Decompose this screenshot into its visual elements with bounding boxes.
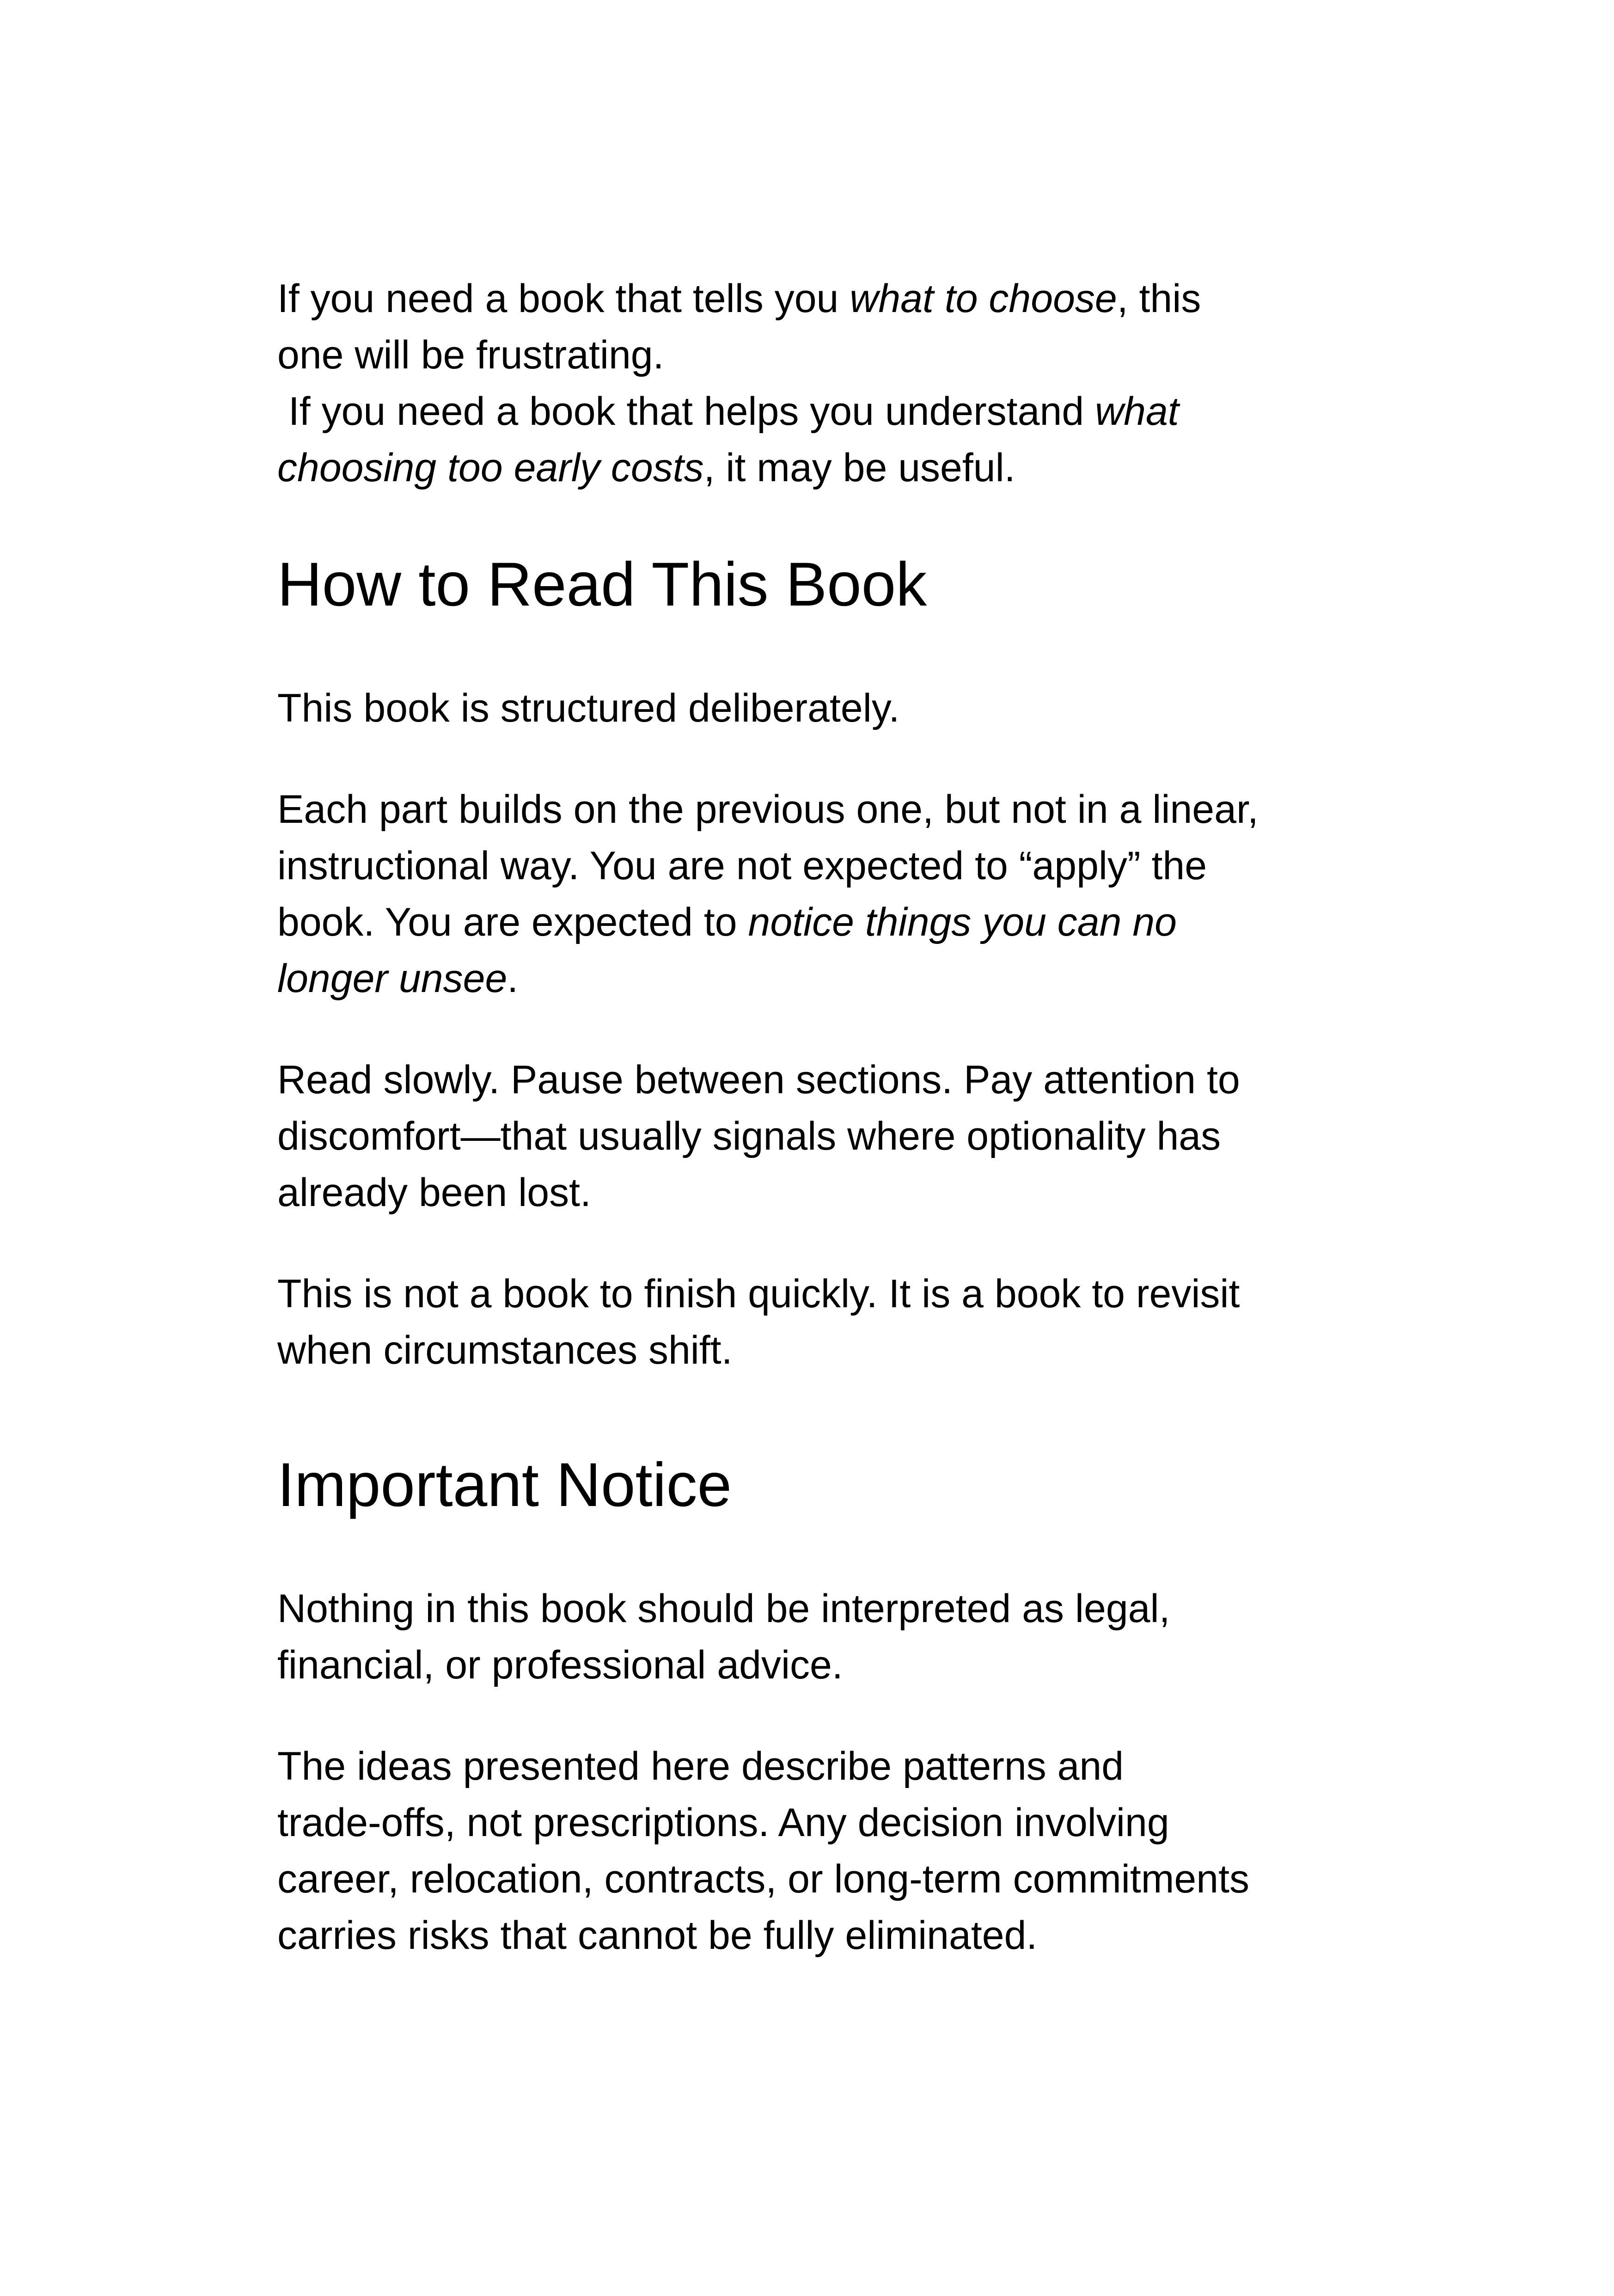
paragraph-line: This is not a book to finish quickly. It is a book to revisit [277,1272,1240,1316]
paragraph-line: This book is structured deliberately. [277,686,900,730]
how-to-read-paragraph-2 [277,781,1350,1007]
intro-line-3 [277,383,1350,440]
intro-line-1 [277,270,1350,327]
paragraph-line: discomfort—that usually signals where optionality has [277,1114,1221,1158]
paragraph-line [277,894,1350,950]
paragraph-line: financial, or professional advice. [277,1643,843,1687]
how-to-read-paragraph-4 [277,1266,1350,1378]
notice-paragraph-2 [277,1738,1350,1964]
paragraph-line [277,950,1350,1007]
paragraph-line: when circumstances shift. [277,1328,733,1372]
paragraph-line: Nothing in this book should be interpreted as legal, [277,1586,1170,1631]
intro-line-4 [277,440,1350,496]
how-to-read-paragraph-1 [277,680,1350,736]
paragraph-line: career, relocation, contracts, or long-term commitments [277,1857,1249,1901]
how-to-read-heading: How to Read This Book [277,550,927,619]
paragraph-line: already been lost. [277,1170,591,1215]
paragraph-line: carries risks that cannot be fully eliminated. [277,1913,1038,1958]
paragraph-line: trade-offs, not prescriptions. Any decision involving [277,1800,1169,1845]
intro-text: , this [1117,276,1201,321]
intro-text: If you need a book that helps you understand [277,389,1095,434]
paragraph-emphasis: longer unsee [277,956,507,1001]
notice-paragraph-1 [277,1580,1350,1693]
intro-line-2: one will be frustrating. [277,333,664,377]
intro-paragraph [277,270,1350,496]
paragraph-line: instructional way. You are not expected to “apply” the [277,844,1207,888]
intro-emphasis: what to choose [850,276,1117,321]
intro-text: , it may be useful. [703,446,1015,490]
how-to-read-paragraph-3 [277,1052,1350,1221]
intro-emphasis: choosing too early costs [277,446,704,490]
paragraph-line: Read slowly. Pause between sections. Pay attention to [277,1058,1240,1102]
intro-text: If you need a book that tells you [277,276,850,321]
paragraph-emphasis: notice things you can no [748,900,1177,944]
paragraph-text: . [507,956,519,1001]
paragraph-text: book. You are expected to [277,900,748,944]
important-notice-heading: Important Notice [277,1451,732,1519]
page-content [277,270,1350,1964]
paragraph-line: Each part builds on the previous one, but not in a linear, [277,787,1259,832]
paragraph-line: The ideas presented here describe patterns and [277,1744,1124,1788]
intro-emphasis: what [1095,389,1179,434]
